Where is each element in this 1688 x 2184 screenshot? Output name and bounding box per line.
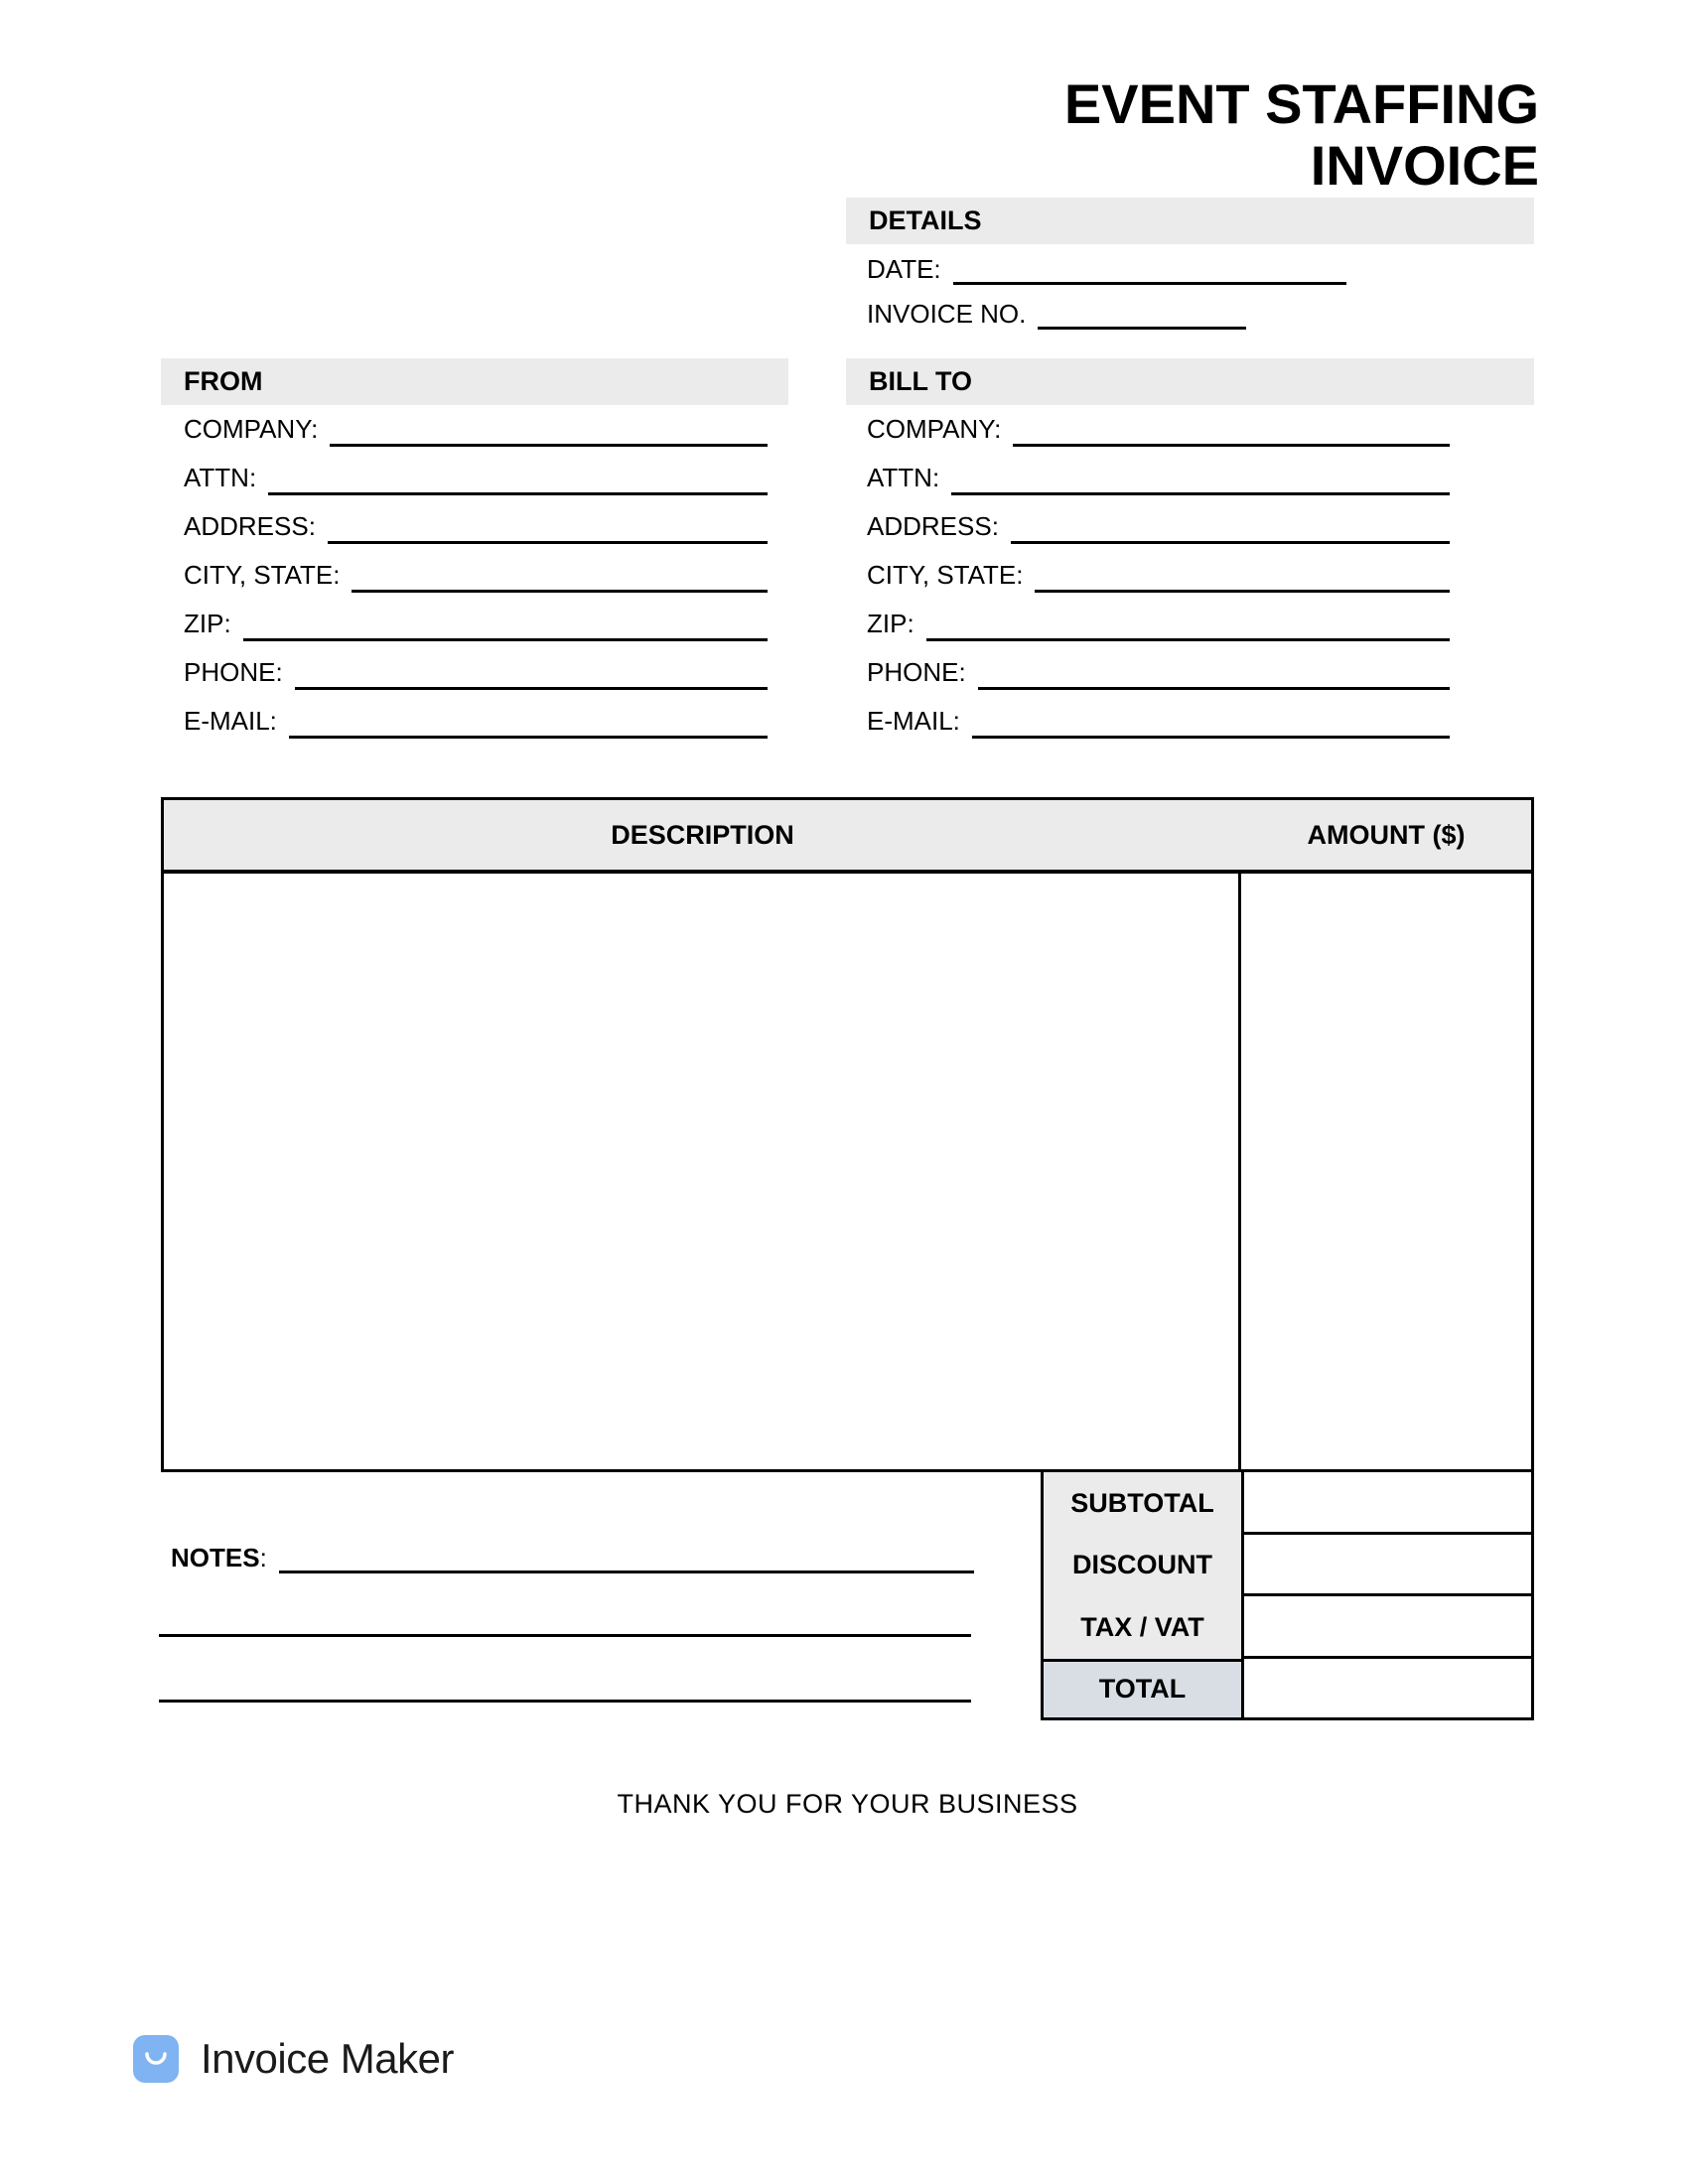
- items-table-header: [161, 797, 1534, 874]
- from-zip-row: [184, 593, 768, 641]
- from-fields: [184, 398, 768, 739]
- notes-input-line-3[interactable]: [159, 1669, 971, 1703]
- bill-to-email-input-line[interactable]: [972, 736, 1450, 739]
- from-email-label: E-MAIL:: [184, 706, 277, 736]
- thank-you-message: THANK YOU FOR YOUR BUSINESS: [617, 1789, 1078, 1819]
- from-phone-row: [184, 641, 768, 690]
- invoice-number-input-line[interactable]: [1038, 327, 1246, 330]
- bill-to-zip-row: [867, 593, 1450, 641]
- notes-colon: :: [259, 1543, 267, 1572]
- date-field-row: [867, 251, 1346, 285]
- bill-to-attn-row: [867, 447, 1450, 495]
- bill-to-attn-label: ATTN:: [867, 463, 940, 492]
- bill-to-email-row: [867, 690, 1450, 739]
- bill-to-zip-label: ZIP:: [867, 609, 914, 638]
- from-address-label: ADDRESS:: [184, 511, 316, 541]
- discount-amount-cell[interactable]: [1241, 1535, 1534, 1597]
- details-section-label: DETAILS: [869, 205, 982, 235]
- from-zip-label: ZIP:: [184, 609, 231, 638]
- bill-to-phone-row: [867, 641, 1450, 690]
- invoice-number-field-row: [867, 296, 1246, 330]
- total-label: TOTAL: [1041, 1659, 1241, 1721]
- items-table-body: [161, 874, 1534, 1472]
- notes-input-line-1[interactable]: [279, 1570, 974, 1573]
- subtotal-amount-cell[interactable]: [1241, 1472, 1534, 1535]
- page-title-line2: INVOICE: [1310, 134, 1539, 197]
- invoice-number-label: INVOICE NO.: [867, 299, 1027, 329]
- bill-to-fields: [867, 398, 1450, 739]
- brand-logo: [133, 2035, 454, 2083]
- tax-vat-amount-cell[interactable]: [1241, 1596, 1534, 1659]
- amount-column-header: AMOUNT ($): [1307, 819, 1466, 850]
- page-title: [1064, 73, 1539, 197]
- bill-to-company-row: [867, 398, 1450, 447]
- from-attn-row: [184, 447, 768, 495]
- totals-table: [1041, 1472, 1534, 1720]
- bill-to-section-label: BILL TO: [869, 366, 973, 396]
- notes-input-line-2[interactable]: [159, 1603, 971, 1637]
- from-address-row: [184, 495, 768, 544]
- description-cell[interactable]: [164, 874, 1241, 1469]
- date-label: DATE:: [867, 254, 941, 284]
- date-input-line[interactable]: [953, 282, 1346, 285]
- subtotal-label: SUBTOTAL: [1041, 1472, 1241, 1535]
- from-attn-label: ATTN:: [184, 463, 257, 492]
- page-title-line1: EVENT STAFFING: [1063, 72, 1539, 135]
- from-company-label: COMPANY:: [184, 414, 319, 444]
- total-amount-cell[interactable]: [1241, 1659, 1534, 1721]
- notes-row: [171, 1540, 974, 1573]
- from-city-state-row: [184, 544, 768, 593]
- bill-to-city-state-row: [867, 544, 1450, 593]
- bill-to-address-label: ADDRESS:: [867, 511, 999, 541]
- smile-icon: [133, 2035, 179, 2083]
- discount-label: DISCOUNT: [1041, 1535, 1241, 1597]
- brand-name: Invoice Maker: [201, 2035, 454, 2082]
- bill-to-phone-label: PHONE:: [867, 657, 966, 687]
- bill-to-address-row: [867, 495, 1450, 544]
- amount-cell[interactable]: [1241, 874, 1531, 1469]
- items-table: [161, 797, 1534, 1472]
- tax-vat-label: TAX / VAT: [1041, 1596, 1241, 1659]
- from-city-state-label: CITY, STATE:: [184, 560, 341, 590]
- from-email-row: [184, 690, 768, 739]
- bill-to-company-label: COMPANY:: [867, 414, 1002, 444]
- description-column-header: DESCRIPTION: [611, 819, 794, 850]
- notes-label: NOTES: [171, 1543, 260, 1572]
- from-phone-label: PHONE:: [184, 657, 283, 687]
- bill-to-city-state-label: CITY, STATE:: [867, 560, 1024, 590]
- bill-to-email-label: E-MAIL:: [867, 706, 960, 736]
- from-company-row: [184, 398, 768, 447]
- details-section-header: [846, 198, 1534, 244]
- from-section-label: FROM: [184, 366, 263, 396]
- from-email-input-line[interactable]: [289, 736, 768, 739]
